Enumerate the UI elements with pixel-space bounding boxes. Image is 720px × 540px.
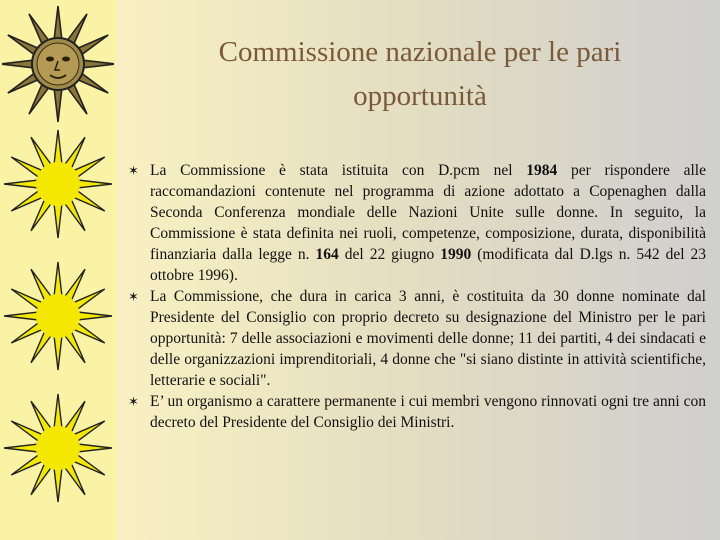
- slide-title: [150, 30, 690, 118]
- sun-ray: [78, 444, 112, 452]
- bullet-text: [150, 391, 706, 433]
- sun-ray: [78, 180, 112, 188]
- sun-ray: [54, 336, 62, 370]
- bullet-star-icon: ✶: [128, 289, 139, 304]
- sun-face-emblem-icon: [2, 3, 114, 125]
- bullet-text: [150, 286, 706, 391]
- sun-ray: [54, 86, 62, 122]
- sun-ray: [54, 394, 62, 428]
- bullet-item: [128, 286, 706, 391]
- text-run: per rispondere alle raccomandazioni contenute nel programma di azione adottato a Copenaghen dalla Seconda Conferenza mondiale delle Nazioni Unite sulle donne. In seguito, la Commissione è stata definita nei ruoli, competenze, composizione, durata, disponibilità finanziaria dalla legge n.: [150, 162, 706, 263]
- sun-ray: [54, 204, 62, 238]
- text-run-bold: 1990: [440, 246, 472, 263]
- text-run: E’ un organismo a carattere permanente i cui membri vengono rinnovati ogni tre anni con decreto del Presidente del Consiglio dei Ministri.: [150, 393, 706, 431]
- bullet-list: [128, 160, 706, 433]
- bullet-item: [128, 391, 706, 433]
- sun-icon: [0, 126, 116, 242]
- sun-ray: [4, 180, 38, 188]
- bullet-item: [128, 160, 706, 286]
- slide-title-line-1: Commissione nazionale per le pari: [218, 36, 622, 68]
- sun-ray: [78, 312, 112, 320]
- sun-ray: [4, 312, 38, 320]
- sun-ray: [54, 468, 62, 502]
- text-run-bold: 164: [315, 246, 339, 263]
- bullet-star-icon: ✶: [128, 163, 139, 178]
- text-run: La Commissione è stata istituita con D.pcm nel: [150, 162, 527, 179]
- sun-icon: [0, 390, 116, 506]
- sun-ray: [54, 6, 62, 42]
- sun-ray: [54, 262, 62, 296]
- slide-title-line-2: opportunità: [353, 80, 487, 112]
- text-run: del 22 giugno: [338, 246, 441, 263]
- bullet-star-icon: ✶: [128, 394, 139, 409]
- bullet-text: [150, 160, 706, 286]
- sun-icon: [0, 258, 116, 374]
- text-run-bold: 1984: [526, 162, 558, 179]
- sun-ray: [4, 444, 38, 452]
- text-run: (modificata dal D.lgs n. 542 del 23 ottobre 1996).: [150, 246, 706, 284]
- sun-ray: [54, 130, 62, 164]
- text-run: La Commissione, che dura in carica 3 anni, è costituita da 30 donne nominate dal Presidente del Consiglio con proprio decreto su designazione del Ministro per le pari opportunità: 7 delle associazioni e movimenti delle donne; 11 dei partiti, 4 dei sindacati e delle organizzazioni imprenditoriali, 4 donne che "si siano distinte in attività scientifiche, letterarie e sociali".: [150, 288, 706, 389]
